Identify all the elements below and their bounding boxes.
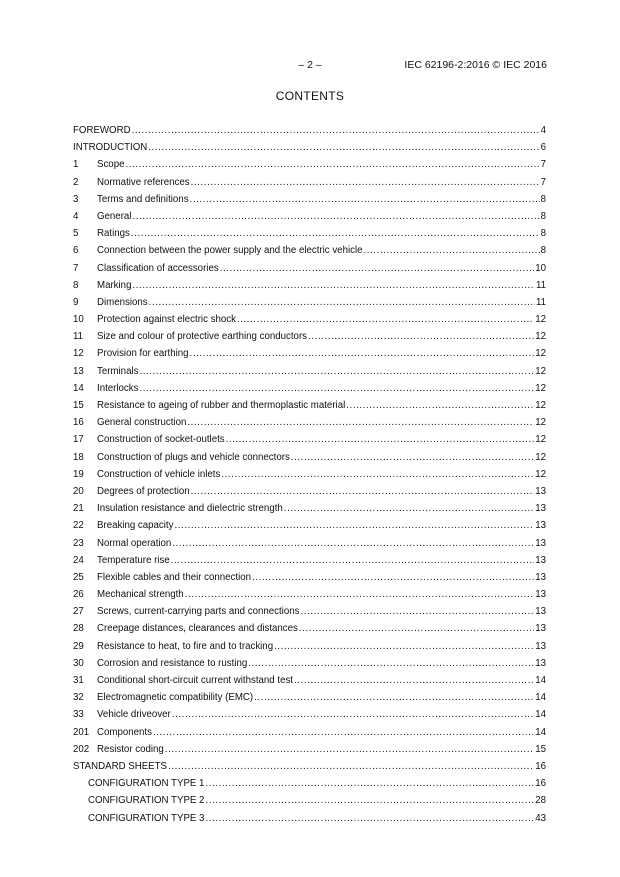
toc-entry-page: 14: [535, 692, 546, 704]
toc-entry-title: INTRODUCTION: [73, 142, 148, 154]
toc-entry-title: Insulation resistance and dielectric strength: [97, 503, 283, 515]
toc-entry[interactable]: [73, 431, 546, 448]
toc-entry-number: 24: [73, 554, 84, 566]
toc-entry-number: 25: [73, 571, 84, 583]
toc-entry-page: 13: [535, 657, 546, 669]
toc-entry-title: Mechanical strength: [97, 589, 184, 601]
toc-entry-page: 13: [535, 503, 546, 515]
toc-entry-number: 28: [73, 623, 84, 635]
toc-entry-page: 8: [540, 210, 546, 222]
toc-entry-title: CONFIGURATION TYPE 3: [88, 812, 205, 824]
toc-entry[interactable]: [73, 156, 546, 173]
toc-entry-page: 43: [535, 812, 546, 824]
toc-entry-page: 13: [535, 571, 546, 583]
toc-entry-page: 13: [535, 554, 546, 566]
toc-entry-title: Construction of vehicle inlets: [97, 468, 221, 480]
table-of-contents: [73, 122, 546, 827]
toc-dot-leader: [139, 363, 534, 380]
toc-entry-title: Screws, current-carrying parts and connections: [97, 606, 300, 618]
toc-entry[interactable]: [73, 792, 546, 809]
toc-entry-title: Ratings: [97, 228, 130, 240]
toc-entry[interactable]: [73, 535, 546, 552]
toc-entry-title: CONFIGURATION TYPE 2: [88, 795, 205, 807]
toc-entry-number: 14: [73, 382, 84, 394]
toc-entry[interactable]: [73, 397, 546, 414]
toc-entry-page: 28: [535, 795, 546, 807]
toc-entry[interactable]: [73, 174, 546, 191]
toc-entry[interactable]: [73, 208, 546, 225]
toc-entry-title: Size and colour of protective earthing conductors: [97, 331, 308, 343]
toc-entry[interactable]: [73, 706, 546, 723]
toc-dot-leader: [190, 191, 540, 208]
toc-entry-number: 3: [73, 193, 79, 205]
toc-entry-number: 27: [73, 606, 84, 618]
toc-dot-leader: [131, 225, 540, 242]
toc-entry-page: 8: [540, 228, 546, 240]
toc-entry[interactable]: [73, 741, 546, 758]
toc-entry-title: Provision for earthing: [97, 348, 189, 360]
toc-dot-leader: [364, 242, 540, 259]
toc-dot-leader: [300, 603, 534, 620]
toc-entry[interactable]: [73, 810, 546, 827]
toc-entry-number: 6: [73, 245, 79, 257]
toc-dot-leader: [291, 449, 534, 466]
toc-entry-number: 12: [73, 348, 84, 360]
toc-entry-page: 12: [535, 348, 546, 360]
toc-entry[interactable]: [73, 311, 546, 328]
toc-entry-title: Normative references: [97, 176, 190, 188]
toc-entry-title: STANDARD SHEETS: [73, 760, 168, 772]
toc-dot-leader: [248, 655, 534, 672]
toc-entry-number: 7: [73, 262, 79, 274]
toc-entry-number: 20: [73, 485, 84, 497]
toc-dot-leader: [294, 672, 534, 689]
toc-entry-page: 12: [535, 331, 546, 343]
page-header: [0, 59, 620, 73]
toc-entry-page: 13: [535, 623, 546, 635]
toc-entry[interactable]: [73, 672, 546, 689]
toc-entry-title: Resistance to heat, to fire and to tracking: [97, 640, 274, 652]
toc-entry[interactable]: [73, 294, 546, 311]
page-number: – 2 –: [298, 59, 322, 71]
toc-entry-number: 1: [73, 159, 79, 171]
toc-entry[interactable]: [73, 328, 546, 345]
toc-entry-title: Protection against electric shock: [97, 314, 236, 326]
toc-entry-number: 31: [73, 675, 84, 686]
toc-entry-page: 13: [535, 520, 546, 532]
toc-entry-title: Classification of accessories: [97, 262, 219, 274]
toc-dot-leader: [220, 260, 535, 277]
toc-entry-title: Construction of plugs and vehicle connectors: [97, 451, 290, 463]
toc-entry-number: 202: [73, 743, 90, 755]
toc-entry-page: 12: [535, 365, 546, 377]
toc-dot-leader: [252, 569, 534, 586]
toc-dot-leader: [165, 741, 534, 758]
toc-entry[interactable]: [73, 569, 546, 586]
toc-entry-title: Terminals: [97, 365, 139, 377]
toc-entry-number: 4: [73, 210, 79, 222]
toc-entry-page: 14: [535, 726, 546, 738]
toc-entry-number: 15: [73, 400, 84, 411]
toc-entry-page: 13: [535, 640, 546, 652]
toc-entry-title: Construction of socket-outlets: [97, 434, 225, 446]
toc-dot-leader: [139, 380, 534, 397]
toc-entry-number: 201: [73, 726, 90, 738]
toc-entry[interactable]: [73, 260, 546, 277]
toc-entry-page: 13: [535, 537, 546, 549]
toc-entry-title: Breaking capacity: [97, 520, 174, 532]
toc-entry[interactable]: [73, 449, 546, 466]
toc-dot-leader: [274, 638, 534, 655]
toc-entry-title: Conditional short-circuit current withstand test: [97, 675, 293, 686]
toc-dot-leader: [205, 775, 534, 792]
toc-entry-number: 16: [73, 417, 84, 429]
toc-entry-page: 12: [535, 451, 546, 463]
toc-dot-leader: [205, 792, 534, 809]
standard-reference: IEC 62196-2:2016 © IEC 2016: [404, 59, 547, 71]
toc-entry-page: 14: [535, 675, 546, 686]
toc-entry[interactable]: [73, 345, 546, 362]
toc-entry-title: Flexible cables and their connection: [97, 571, 252, 583]
toc-entry-title: Marking: [97, 279, 132, 291]
toc-entry-title: General: [97, 210, 132, 222]
toc-entry-page: 4: [540, 125, 546, 136]
toc-entry-number: 2: [73, 176, 79, 188]
toc-entry-title: Scope: [97, 159, 125, 171]
toc-dot-leader: [153, 724, 534, 741]
toc-entry[interactable]: [73, 500, 546, 517]
toc-dot-leader: [237, 311, 534, 328]
toc-entry-page: 6: [540, 142, 546, 154]
toc-entry[interactable]: [73, 380, 546, 397]
toc-entry-number: 5: [73, 228, 79, 240]
toc-entry-title: FOREWORD: [73, 125, 131, 136]
toc-entry-page: 12: [535, 382, 546, 394]
toc-entry-number: 23: [73, 537, 84, 549]
toc-entry-page: 7: [540, 176, 546, 188]
toc-entry[interactable]: [73, 225, 546, 242]
toc-dot-leader: [190, 345, 535, 362]
toc-entry-page: 12: [535, 400, 546, 411]
toc-entry-number: 32: [73, 692, 84, 704]
toc-entry[interactable]: [73, 483, 546, 500]
toc-entry[interactable]: [73, 586, 546, 603]
toc-entry-page: 13: [535, 589, 546, 601]
toc-entry-title: Resistance to ageing of rubber and thermoplastic material: [97, 400, 346, 411]
toc-entry-number: 21: [73, 503, 84, 515]
toc-entry[interactable]: [73, 620, 546, 637]
toc-entry-title: Electromagnetic compatibility (EMC): [97, 692, 254, 704]
toc-entry-number: 19: [73, 468, 84, 480]
toc-entry-title: CONFIGURATION TYPE 1: [88, 778, 205, 790]
toc-entry[interactable]: [73, 655, 546, 672]
toc-dot-leader: [205, 810, 534, 827]
toc-dot-leader: [187, 414, 534, 431]
toc-dot-leader: [226, 431, 535, 448]
toc-entry-page: 14: [535, 709, 546, 721]
toc-entry[interactable]: [73, 242, 546, 259]
toc-entry-page: 8: [540, 193, 546, 205]
toc-entry[interactable]: [73, 191, 546, 208]
toc-entry-page: 11: [535, 296, 546, 308]
toc-dot-leader: [148, 139, 539, 156]
toc-entry-page: 7: [540, 159, 546, 171]
toc-entry-page: 13: [535, 606, 546, 618]
toc-dot-leader: [168, 758, 534, 775]
toc-dot-leader: [132, 277, 534, 294]
toc-dot-leader: [284, 500, 534, 517]
toc-entry-number: 8: [73, 279, 79, 291]
toc-entry[interactable]: [73, 638, 546, 655]
toc-entry-page: 12: [535, 417, 546, 429]
toc-entry-page: 16: [535, 778, 546, 790]
toc-entry-page: 12: [535, 314, 546, 326]
toc-entry-page: 13: [535, 485, 546, 497]
toc-entry-title: Degrees of protection: [97, 485, 190, 497]
toc-entry[interactable]: [73, 517, 546, 534]
toc-entry-page: 15: [535, 743, 546, 755]
toc-entry-number: 26: [73, 589, 84, 601]
toc-entry[interactable]: [73, 466, 546, 483]
toc-dot-leader: [132, 208, 539, 225]
toc-entry-title: Connection between the power supply and the electric vehicle: [97, 245, 363, 257]
toc-dot-leader: [185, 586, 535, 603]
toc-entry-title: Dimensions: [97, 296, 148, 308]
toc-entry[interactable]: [73, 775, 546, 792]
page-title: CONTENTS: [275, 89, 345, 103]
toc-entry-page: 8: [540, 245, 546, 257]
toc-entry[interactable]: [73, 414, 546, 431]
toc-dot-leader: [346, 397, 534, 414]
toc-entry[interactable]: [73, 724, 546, 741]
toc-entry-page: 12: [535, 434, 546, 446]
toc-entry-page: 10: [535, 262, 546, 274]
toc-dot-leader: [299, 620, 534, 637]
toc-entry-number: 11: [73, 331, 84, 343]
toc-entry-number: 9: [73, 296, 79, 308]
toc-entry-page: 16: [535, 760, 546, 772]
toc-dot-leader: [174, 517, 534, 534]
toc-entry-number: 22: [73, 520, 84, 532]
toc-entry-title: Normal operation: [97, 537, 172, 549]
toc-entry-title: Interlocks: [97, 382, 139, 394]
toc-entry-number: 17: [73, 434, 84, 446]
toc-entry-page: 12: [535, 468, 546, 480]
toc-entry[interactable]: [73, 689, 546, 706]
toc-dot-leader: [191, 483, 535, 500]
toc-dot-leader: [132, 122, 540, 139]
toc-dot-leader: [308, 328, 534, 345]
toc-entry[interactable]: [73, 758, 546, 775]
toc-dot-leader: [191, 174, 540, 191]
toc-dot-leader: [172, 706, 534, 723]
toc-entry[interactable]: [73, 122, 546, 139]
toc-entry-page: 11: [535, 279, 546, 291]
toc-entry-number: 30: [73, 657, 84, 669]
toc-entry-title: General construction: [97, 417, 187, 429]
toc-entry[interactable]: [73, 277, 546, 294]
toc-entry-number: 10: [73, 314, 84, 326]
toc-entry[interactable]: [73, 363, 546, 380]
toc-entry[interactable]: [73, 139, 546, 156]
toc-entry-number: 13: [73, 365, 84, 377]
toc-entry-title: Creepage distances, clearances and distances: [97, 623, 298, 635]
toc-entry-title: Resistor coding: [97, 743, 164, 755]
toc-dot-leader: [172, 535, 534, 552]
toc-entry-title: Vehicle driveover: [97, 709, 171, 721]
toc-dot-leader: [125, 156, 539, 173]
toc-entry[interactable]: [73, 552, 546, 569]
toc-entry-title: Corrosion and resistance to rusting: [97, 657, 248, 669]
toc-entry-title: Terms and definitions: [97, 193, 189, 205]
toc-dot-leader: [171, 552, 535, 569]
toc-entry-number: 33: [73, 709, 84, 721]
toc-entry[interactable]: [73, 603, 546, 620]
toc-dot-leader: [254, 689, 534, 706]
toc-entry-number: 18: [73, 451, 84, 463]
toc-entry-title: Temperature rise: [97, 554, 170, 566]
toc-dot-leader: [221, 466, 534, 483]
toc-entry-number: 29: [73, 640, 84, 652]
toc-dot-leader: [149, 294, 535, 311]
toc-entry-title: Components: [97, 726, 152, 738]
